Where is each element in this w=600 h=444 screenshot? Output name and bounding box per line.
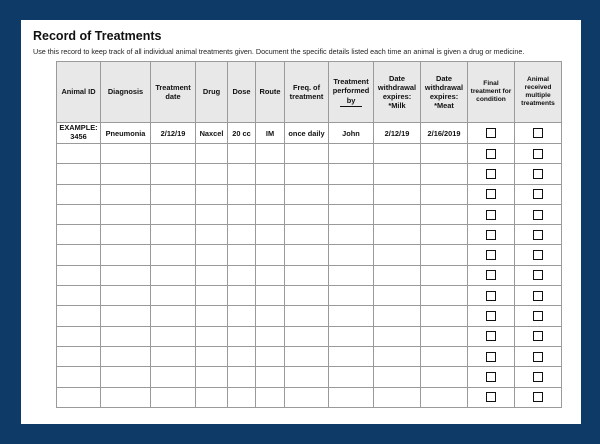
animal-id-cell[interactable]	[57, 265, 101, 285]
final-treatment-cell	[468, 387, 515, 407]
col-header-treatment-date: Treatment date	[151, 62, 196, 123]
drug-cell[interactable]	[196, 204, 228, 224]
drug-cell[interactable]	[196, 367, 228, 387]
multiple-treatments-cell	[515, 265, 562, 285]
route-cell[interactable]	[256, 346, 285, 366]
multiple-treatments-cell	[515, 204, 562, 224]
treatment-date-cell[interactable]	[151, 367, 196, 387]
milk-withdrawal-cell[interactable]	[374, 346, 421, 366]
performed-by-cell[interactable]	[329, 204, 374, 224]
animal-id-cell[interactable]	[57, 204, 101, 224]
diagnosis-cell[interactable]	[101, 184, 151, 204]
drug-cell[interactable]	[196, 184, 228, 204]
performed-by-cell[interactable]	[329, 286, 374, 306]
table-row	[57, 306, 562, 326]
dose-cell[interactable]	[228, 346, 256, 366]
diagnosis-cell[interactable]	[101, 286, 151, 306]
example-drug: Naxcel	[196, 123, 228, 144]
table-row	[57, 367, 562, 387]
multiple-treatments-checkbox[interactable]	[533, 169, 543, 179]
multiple-treatments-checkbox[interactable]	[533, 230, 543, 240]
col-header-milk-withdrawal: Date withdrawal expires: *Milk	[374, 62, 421, 123]
col-header-diagnosis: Diagnosis	[101, 62, 151, 123]
meat-withdrawal-cell[interactable]	[421, 326, 468, 346]
col-header-animal-id: Animal ID	[57, 62, 101, 123]
route-cell[interactable]	[256, 326, 285, 346]
multiple-treatments-cell	[515, 164, 562, 184]
example-animal-id-text: EXAMPLE: 3456	[59, 123, 98, 141]
example-dose: 20 cc	[228, 123, 256, 144]
route-cell[interactable]	[256, 387, 285, 407]
route-cell[interactable]	[256, 245, 285, 265]
animal-id-cell[interactable]	[57, 245, 101, 265]
final-treatment-cell	[468, 367, 515, 387]
final-treatment-cell	[468, 204, 515, 224]
freq-cell[interactable]	[285, 164, 329, 184]
treatment-date-cell[interactable]	[151, 265, 196, 285]
multiple-treatments-checkbox[interactable]	[533, 189, 543, 199]
col-header-performed-by: Treatment performed by	[329, 62, 374, 123]
final-treatment-checkbox[interactable]	[486, 149, 496, 159]
meat-withdrawal-cell[interactable]	[421, 204, 468, 224]
multiple-treatments-checkbox[interactable]	[533, 210, 543, 220]
multiple-treatments-cell	[515, 144, 562, 164]
freq-cell[interactable]	[285, 265, 329, 285]
drug-cell[interactable]	[196, 164, 228, 184]
treatment-date-cell[interactable]	[151, 306, 196, 326]
milk-withdrawal-cell[interactable]	[374, 164, 421, 184]
dose-cell[interactable]	[228, 306, 256, 326]
multiple-treatments-checkbox[interactable]	[533, 331, 543, 341]
page-title: Record of Treatments	[33, 29, 162, 43]
diagnosis-cell[interactable]	[101, 306, 151, 326]
route-cell[interactable]	[256, 164, 285, 184]
header-row	[57, 62, 562, 123]
example-performed-by: John	[329, 123, 374, 144]
milk-withdrawal-cell[interactable]	[374, 245, 421, 265]
milk-withdrawal-cell[interactable]	[374, 225, 421, 245]
performed-by-cell[interactable]	[329, 225, 374, 245]
example-row	[57, 123, 562, 144]
example-milk-withdrawal: 2/12/19	[374, 123, 421, 144]
col-header-dose: Dose	[228, 62, 256, 123]
treatment-date-cell[interactable]	[151, 245, 196, 265]
table-row	[57, 286, 562, 306]
milk-withdrawal-cell[interactable]	[374, 184, 421, 204]
col-header-multiple-treatments: Animal received multiple treatments	[515, 62, 562, 123]
dose-cell[interactable]	[228, 265, 256, 285]
milk-withdrawal-cell[interactable]	[374, 306, 421, 326]
final-treatment-cell	[468, 326, 515, 346]
drug-cell[interactable]	[196, 346, 228, 366]
multiple-treatments-cell	[515, 286, 562, 306]
animal-id-cell[interactable]	[57, 326, 101, 346]
final-treatment-cell	[468, 286, 515, 306]
final-treatment-checkbox[interactable]	[486, 291, 496, 301]
freq-cell[interactable]	[285, 306, 329, 326]
example-diagnosis: Pneumonia	[101, 123, 151, 144]
treatment-date-cell[interactable]	[151, 286, 196, 306]
performed-by-cell[interactable]	[329, 306, 374, 326]
table-row	[57, 265, 562, 285]
diagnosis-cell[interactable]	[101, 204, 151, 224]
final-treatment-checkbox[interactable]	[486, 230, 496, 240]
drug-cell[interactable]	[196, 306, 228, 326]
diagnosis-cell[interactable]	[101, 387, 151, 407]
meat-withdrawal-cell[interactable]	[421, 225, 468, 245]
milk-withdrawal-cell[interactable]	[374, 265, 421, 285]
col-header-route: Route	[256, 62, 285, 123]
route-cell[interactable]	[256, 306, 285, 326]
final-treatment-checkbox[interactable]	[486, 250, 496, 260]
example-animal-id	[57, 123, 101, 144]
diagnosis-cell[interactable]	[101, 367, 151, 387]
multiple-treatments-checkbox[interactable]	[533, 291, 543, 301]
treatment-date-cell[interactable]	[151, 387, 196, 407]
milk-withdrawal-cell[interactable]	[374, 367, 421, 387]
final-treatment-checkbox[interactable]	[486, 128, 496, 138]
dose-cell[interactable]	[228, 144, 256, 164]
multiple-treatments-cell	[515, 326, 562, 346]
example-route: IM	[256, 123, 285, 144]
page-instructions: Use this record to keep track of all individual animal treatments given. Document the specific details listed each time an animal is given a drug or medicine.	[33, 47, 525, 56]
milk-withdrawal-cell[interactable]	[374, 286, 421, 306]
drug-cell[interactable]	[196, 286, 228, 306]
final-treatment-cell	[468, 265, 515, 285]
table-row	[57, 144, 562, 164]
treatment-date-cell[interactable]	[151, 164, 196, 184]
example-treatment-date: 2/12/19	[151, 123, 196, 144]
col-header-freq: Freq. of treatment	[285, 62, 329, 123]
drug-cell[interactable]	[196, 245, 228, 265]
dose-cell[interactable]	[228, 245, 256, 265]
multiple-treatments-cell	[515, 346, 562, 366]
final-treatment-checkbox[interactable]	[486, 270, 496, 280]
milk-withdrawal-cell[interactable]	[374, 326, 421, 346]
treatment-date-cell[interactable]	[151, 144, 196, 164]
treatments-table	[56, 61, 562, 408]
record-sheet	[21, 20, 581, 424]
example-final-cell	[468, 123, 515, 144]
drug-cell[interactable]	[196, 326, 228, 346]
final-treatment-checkbox[interactable]	[486, 392, 496, 402]
milk-withdrawal-cell[interactable]	[374, 387, 421, 407]
drug-cell[interactable]	[196, 265, 228, 285]
meat-withdrawal-cell[interactable]	[421, 306, 468, 326]
meat-withdrawal-cell[interactable]	[421, 265, 468, 285]
multiple-treatments-cell	[515, 245, 562, 265]
treatment-date-cell[interactable]	[151, 204, 196, 224]
freq-cell[interactable]	[285, 184, 329, 204]
dose-cell[interactable]	[228, 286, 256, 306]
treatment-date-cell[interactable]	[151, 326, 196, 346]
route-cell[interactable]	[256, 225, 285, 245]
performed-by-cell[interactable]	[329, 326, 374, 346]
table-row	[57, 204, 562, 224]
multiple-treatments-cell	[515, 306, 562, 326]
table-row	[57, 326, 562, 346]
final-treatment-cell	[468, 184, 515, 204]
multiple-treatments-checkbox[interactable]	[533, 250, 543, 260]
animal-id-cell[interactable]	[57, 144, 101, 164]
meat-withdrawal-cell[interactable]	[421, 184, 468, 204]
dose-cell[interactable]	[228, 326, 256, 346]
diagnosis-cell[interactable]	[101, 326, 151, 346]
table-row	[57, 225, 562, 245]
multiple-treatments-cell	[515, 225, 562, 245]
final-treatment-checkbox[interactable]	[486, 169, 496, 179]
performed-by-cell[interactable]	[329, 164, 374, 184]
table-row	[57, 184, 562, 204]
animal-id-cell[interactable]	[57, 346, 101, 366]
performed-by-cell[interactable]	[329, 387, 374, 407]
animal-id-cell[interactable]	[57, 367, 101, 387]
final-treatment-cell	[468, 144, 515, 164]
final-treatment-cell	[468, 245, 515, 265]
performed-by-cell[interactable]	[329, 265, 374, 285]
animal-id-cell[interactable]	[57, 306, 101, 326]
final-treatment-cell	[468, 306, 515, 326]
meat-withdrawal-cell[interactable]	[421, 387, 468, 407]
drug-cell[interactable]	[196, 144, 228, 164]
final-treatment-checkbox[interactable]	[486, 352, 496, 362]
freq-cell[interactable]	[285, 387, 329, 407]
example-multiple-cell	[515, 123, 562, 144]
table-row	[57, 346, 562, 366]
dose-cell[interactable]	[228, 204, 256, 224]
animal-id-cell[interactable]	[57, 387, 101, 407]
multiple-treatments-checkbox[interactable]	[533, 149, 543, 159]
multiple-treatments-checkbox[interactable]	[533, 372, 543, 382]
meat-withdrawal-cell[interactable]	[421, 245, 468, 265]
final-treatment-checkbox[interactable]	[486, 311, 496, 321]
diagnosis-cell[interactable]	[101, 265, 151, 285]
multiple-treatments-checkbox[interactable]	[533, 392, 543, 402]
route-cell[interactable]	[256, 144, 285, 164]
freq-cell[interactable]	[285, 286, 329, 306]
multiple-treatments-checkbox[interactable]	[533, 128, 543, 138]
performed-by-cell[interactable]	[329, 346, 374, 366]
final-treatment-checkbox[interactable]	[486, 372, 496, 382]
route-cell[interactable]	[256, 265, 285, 285]
route-cell[interactable]	[256, 367, 285, 387]
freq-cell[interactable]	[285, 346, 329, 366]
meat-withdrawal-cell[interactable]	[421, 346, 468, 366]
table-row	[57, 164, 562, 184]
multiple-treatments-checkbox[interactable]	[533, 311, 543, 321]
freq-cell[interactable]	[285, 225, 329, 245]
meat-withdrawal-cell[interactable]	[421, 164, 468, 184]
dose-cell[interactable]	[228, 367, 256, 387]
table-row	[57, 387, 562, 407]
performed-by-cell[interactable]	[329, 144, 374, 164]
multiple-treatments-checkbox[interactable]	[533, 270, 543, 280]
meat-withdrawal-cell[interactable]	[421, 144, 468, 164]
meat-withdrawal-cell[interactable]	[421, 367, 468, 387]
performed-by-cell[interactable]	[329, 367, 374, 387]
final-treatment-checkbox[interactable]	[486, 189, 496, 199]
diagnosis-cell[interactable]	[101, 225, 151, 245]
freq-cell[interactable]	[285, 204, 329, 224]
animal-id-cell[interactable]	[57, 164, 101, 184]
freq-cell[interactable]	[285, 326, 329, 346]
multiple-treatments-cell	[515, 387, 562, 407]
performed-by-cell[interactable]	[329, 245, 374, 265]
drug-cell[interactable]	[196, 225, 228, 245]
meat-withdrawal-cell[interactable]	[421, 286, 468, 306]
treatment-date-cell[interactable]	[151, 346, 196, 366]
diagnosis-cell[interactable]	[101, 164, 151, 184]
table-row	[57, 245, 562, 265]
dose-cell[interactable]	[228, 387, 256, 407]
dose-cell[interactable]	[228, 164, 256, 184]
performed-by-cell[interactable]	[329, 184, 374, 204]
col-header-drug: Drug	[196, 62, 228, 123]
treatment-date-cell[interactable]	[151, 184, 196, 204]
freq-cell[interactable]	[285, 367, 329, 387]
example-freq: once daily	[285, 123, 329, 144]
col-header-final-treatment: Final treatment for condition	[468, 62, 515, 123]
route-cell[interactable]	[256, 204, 285, 224]
example-meat-withdrawal: 2/16/2019	[421, 123, 468, 144]
animal-id-cell[interactable]	[57, 286, 101, 306]
final-treatment-checkbox[interactable]	[486, 210, 496, 220]
diagnosis-cell[interactable]	[101, 144, 151, 164]
multiple-treatments-checkbox[interactable]	[533, 352, 543, 362]
route-cell[interactable]	[256, 184, 285, 204]
final-treatment-cell	[468, 225, 515, 245]
milk-withdrawal-cell[interactable]	[374, 204, 421, 224]
route-cell[interactable]	[256, 286, 285, 306]
final-treatment-cell	[468, 164, 515, 184]
final-treatment-cell	[468, 346, 515, 366]
final-treatment-checkbox[interactable]	[486, 331, 496, 341]
diagnosis-cell[interactable]	[101, 245, 151, 265]
milk-withdrawal-cell[interactable]	[374, 144, 421, 164]
col-header-meat-withdrawal: Date withdrawal expires: *Meat	[421, 62, 468, 123]
multiple-treatments-cell	[515, 367, 562, 387]
multiple-treatments-cell	[515, 184, 562, 204]
animal-id-cell[interactable]	[57, 184, 101, 204]
drug-cell[interactable]	[196, 387, 228, 407]
dose-cell[interactable]	[228, 225, 256, 245]
freq-cell[interactable]	[285, 144, 329, 164]
treatment-date-cell[interactable]	[151, 225, 196, 245]
signature-line	[340, 106, 362, 107]
animal-id-cell[interactable]	[57, 225, 101, 245]
dose-cell[interactable]	[228, 184, 256, 204]
diagnosis-cell[interactable]	[101, 346, 151, 366]
freq-cell[interactable]	[285, 245, 329, 265]
